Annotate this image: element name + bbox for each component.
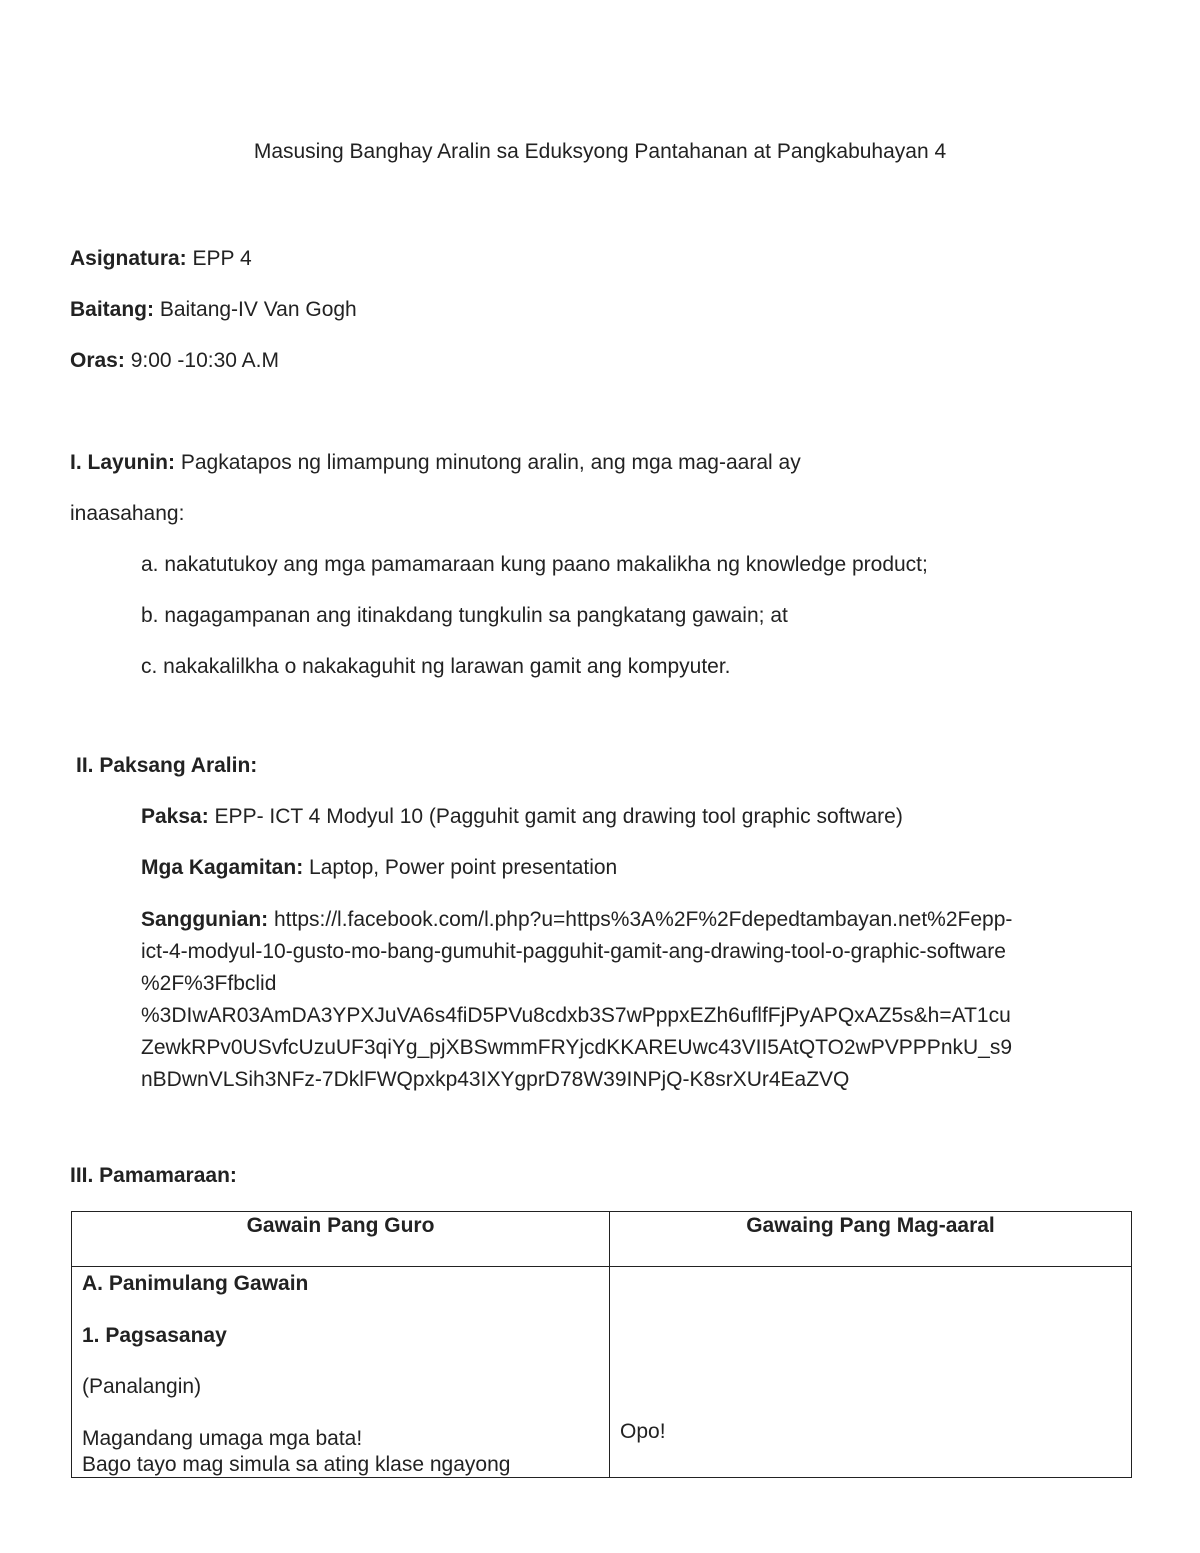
page-title: Masusing Banghay Aralin sa Eduksyong Pantahanan at Pangkabuhayan 4 <box>253 140 947 163</box>
kagamitan-line <box>141 855 617 881</box>
oras-line <box>70 348 279 374</box>
sanggunian-line-5: ZewkRPv0USvfcUzuUF3qiYg_pjXBSwmmFRYjcdKKAREUwc43VII5AtQTO2wPVPPPnkU_s9 <box>141 1036 1013 1059</box>
col-header-guro: Gawain Pang Guro <box>72 1212 610 1267</box>
layunin-intro-cont: inaasahang: <box>70 502 185 525</box>
procedure-table <box>71 1211 1132 1478</box>
table-header-row <box>72 1212 1132 1267</box>
subsection-heading: 1. Pagsasanay <box>82 1324 227 1347</box>
col-header-mag-aaral: Gawaing Pang Mag-aaral <box>610 1212 1132 1267</box>
objective-item-a: a. nakatutukoy ang mga pamamaraan kung paano makalikha ng knowledge product; <box>141 553 928 576</box>
asignatura-line <box>70 246 252 272</box>
table-row <box>72 1267 1132 1478</box>
sanggunian-line-6: nBDwnVLSih3NFz-7DklFWQpxkp43IXYgprD78W39INPjQ-K8srXUr4EaZVQ <box>141 1068 850 1091</box>
layunin-label: I. Layunin: <box>70 451 175 474</box>
sanggunian-line-1 <box>141 904 1126 936</box>
cell-guro <box>72 1267 610 1478</box>
paksa-value: EPP- ICT 4 Modyul 10 (Pagguhit gamit ang drawing tool graphic software) <box>208 805 903 828</box>
section-heading: A. Panimulang Gawain <box>82 1272 309 1295</box>
sanggunian-line-2: ict-4-modyul-10-gusto-mo-bang-gumuhit-pagguhit-gamit-ang-drawing-tool-o-graphic-software <box>141 940 1006 963</box>
baitang-value: Baitang-IV Van Gogh <box>154 298 357 321</box>
paksang-aralin-heading: II. Paksang Aralin: <box>76 754 258 777</box>
paksa-label: Paksa: <box>141 805 209 828</box>
sanggunian-label: Sanggunian: <box>141 908 269 931</box>
note-text: (Panalangin) <box>82 1375 202 1398</box>
sanggunian-block <box>141 904 1126 1096</box>
pamamaraan-heading: III. Pamamaraan: <box>70 1164 237 1187</box>
sanggunian-line-4: %3DIwAR03AmDA3YPXJuVA6s4fiD5PVu8cdxb3S7wPppxEZh6uflfFjPyAPQxAZ5s&h=AT1cu <box>141 1004 1011 1027</box>
baitang-line <box>70 297 357 323</box>
student-response: Opo! <box>620 1420 666 1443</box>
baitang-label: Baitang: <box>70 298 154 321</box>
kagamitan-label: Mga Kagamitan: <box>141 856 304 879</box>
kagamitan-value: Laptop, Power point presentation <box>303 856 618 879</box>
asignatura-label: Asignatura: <box>70 247 187 270</box>
sanggunian-link: https://l.facebook.com/l.php?u=https%3A%2F%2Fdepedtambayan.net%2Fepp- <box>268 908 1013 931</box>
teacher-line-1: Magandang umaga mga bata! <box>82 1427 363 1450</box>
teacher-line-2: Bago tayo mag simula sa ating klase ngayong <box>82 1453 511 1476</box>
layunin-intro: Pagkatapos ng limampung minutong aralin, ang mga mag-aaral ay <box>175 451 801 474</box>
sanggunian-line-3: %2F%3Ffbclid <box>141 972 277 995</box>
layunin-line <box>70 450 801 476</box>
objective-item-c: c. nakakalilkha o nakakaguhit ng larawan gamit ang kompyuter. <box>141 655 731 678</box>
paksa-line <box>141 804 903 830</box>
oras-label: Oras: <box>70 349 125 372</box>
cell-mag-aaral <box>610 1267 1132 1478</box>
asignatura-value: EPP 4 <box>186 247 252 270</box>
objective-item-b: b. nagagampanan ang itinakdang tungkulin sa pangkatang gawain; at <box>141 604 788 627</box>
oras-value: 9:00 -10:30 A.M <box>124 349 279 372</box>
